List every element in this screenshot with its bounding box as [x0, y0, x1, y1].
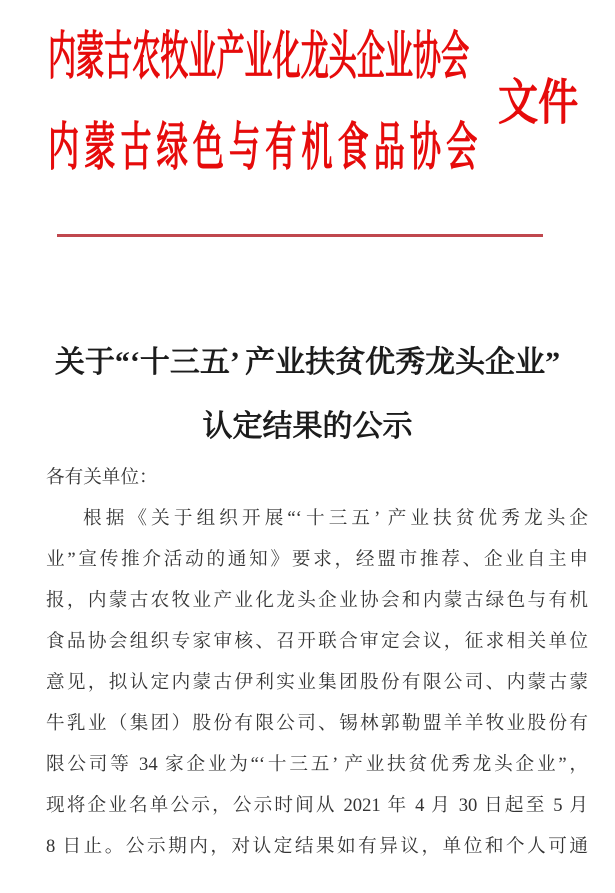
- title-line-1: 关于“‘十三五’ 产业扶贫优秀龙头企业”: [54, 346, 561, 379]
- doc-type-label: 文件: [498, 75, 579, 130]
- body-line: 限公司等 34 家企业为“‘十三五’ 产业扶贫优秀龙头企业”，: [46, 754, 588, 775]
- body-line: 8 日止。公示期内，对认定结果如有异议，单位和个人可通: [46, 836, 588, 857]
- document-body: [46, 457, 588, 867]
- salutation: 各有关单位：: [46, 467, 158, 488]
- org-name-line-2: 内蒙古绿色与有机食品协会: [48, 120, 483, 177]
- org-name-line-1: 内蒙古农牧业产业化龙头企业协会: [48, 29, 470, 86]
- title-line-2: 认定结果的公示: [202, 410, 413, 443]
- body-line: 食品协会组织专家审核、召开联合审定会议，征求相关单位: [46, 631, 588, 652]
- body-line: 牛乳业（集团）股份有限公司、锡林郭勒盟羊羊牧业股份有: [46, 713, 588, 734]
- document-title: [0, 331, 615, 459]
- body-line: 根据《关于组织开展“‘十三五’ 产业扶贫优秀龙头企: [83, 508, 588, 529]
- body-line: 报，内蒙古农牧业产业化龙头企业协会和内蒙古绿色与有机: [46, 590, 588, 611]
- body-line: 意见，拟认定内蒙古伊利实业集团股份有限公司、内蒙古蒙: [46, 672, 588, 693]
- body-line: 现将企业名单公示，公示时间从 2021 年 4 月 30 日起至 5 月: [46, 795, 588, 816]
- body-line: 业”宣传推介活动的通知》要求，经盟市推荐、企业自主申: [46, 549, 588, 570]
- red-separator-line: [57, 234, 543, 237]
